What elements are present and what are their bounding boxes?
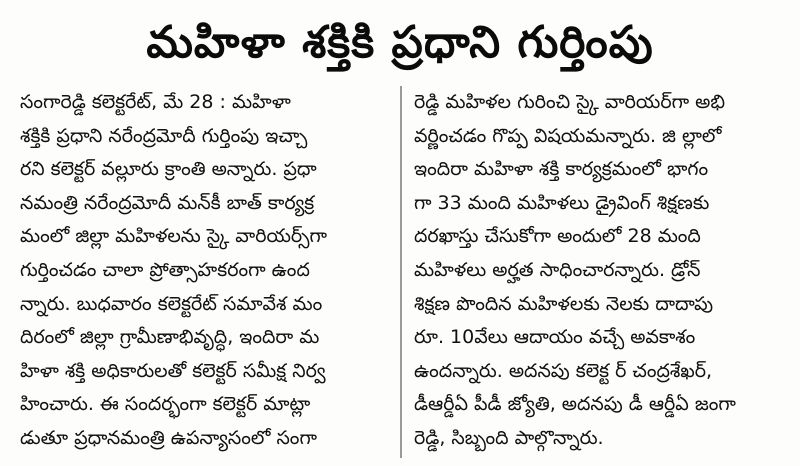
text-line: ఉందన్నారు. అదనపు కలెక్ట ర్ చంద్రశేఖర్, bbox=[414, 359, 713, 382]
text-line: హిళా శక్తి అధికారులతో కలెక్టర్ సమీక్ష నిర్వ bbox=[20, 359, 326, 382]
text-line: రూ. 10వేలు ఆదాయం వచ్చే అవకాశం bbox=[414, 326, 696, 349]
text-line: మహిళలు అర్హత సాధించారన్నారు. డ్రోన్ bbox=[414, 258, 701, 281]
text-line: హించారు. ఈ సందర్భంగా కలెక్టర్ మాట్లా bbox=[20, 393, 311, 416]
text-line: మంలో జిల్లా మహిళలను స్కై వారియర్స్‌గా bbox=[20, 225, 328, 248]
text-line: గా 33 మంది మహిళలు డ్రైవింగ్ శిక్షణకు bbox=[414, 191, 710, 214]
text-line: నమంత్రి నరేంద్రమోదీ మన్‌కీ బాత్ కార్యక్ర bbox=[20, 191, 315, 214]
text-line: వర్ణించడం గొప్ప విషయమన్నారు. జి ల్లాలో bbox=[414, 124, 722, 147]
text-line: ఇందిరా మహిళా శక్తి కార్యక్రమంలో భాగం bbox=[414, 158, 709, 181]
text-line: శిక్షణ పొందిన మహిళలకు నెలకు దాదాపు bbox=[414, 292, 714, 315]
text-line: దిరంలో జిల్లా గ్రామీణాభివృద్ధి, ఇందిరా మ bbox=[20, 326, 320, 349]
text-line: సంగారెడ్డి కలెక్టరేట్, మే 28 : మహిళా bbox=[20, 91, 291, 113]
headline: మహిళా శక్తికి ప్రధాని గుర్తింపు bbox=[146, 17, 654, 68]
text-line: రెడ్డి మహిళల గురించి స్కై వారియర్‌గా అభి bbox=[414, 91, 726, 113]
text-line: న్నారు. బుధవారం కలెక్టరేట్ సమావేశ మం bbox=[20, 292, 323, 315]
article-body bbox=[20, 86, 782, 458]
text-line: రెడ్డి, సిబ్బంది పాల్గొన్నారు. bbox=[414, 426, 604, 449]
text-line: రని కలెక్టర్ వల్లూరు క్రాంతి అన్నారు. ప్రధా bbox=[20, 158, 317, 181]
right-column bbox=[402, 86, 782, 458]
left-column bbox=[20, 86, 400, 458]
text-line: శక్తికి ప్రధాని నరేంద్రమోదీ గుర్తింపు ఇచ్చా bbox=[20, 124, 308, 147]
text-line: డుతూ ప్రధానమంత్రి ఉపన్యాసంలో సంగా bbox=[20, 426, 317, 449]
text-line: గుర్తించడం చాలా ప్రోత్సాహకరంగా ఉంద bbox=[20, 258, 310, 281]
text-line: దరఖాస్తు చేసుకోగా అందులో 28 మంది bbox=[414, 225, 701, 248]
text-line: డీఆర్డీఏ పీడీ జ్యోతి, అదనపు డీ ఆర్డీఏ జంగా bbox=[414, 393, 736, 416]
